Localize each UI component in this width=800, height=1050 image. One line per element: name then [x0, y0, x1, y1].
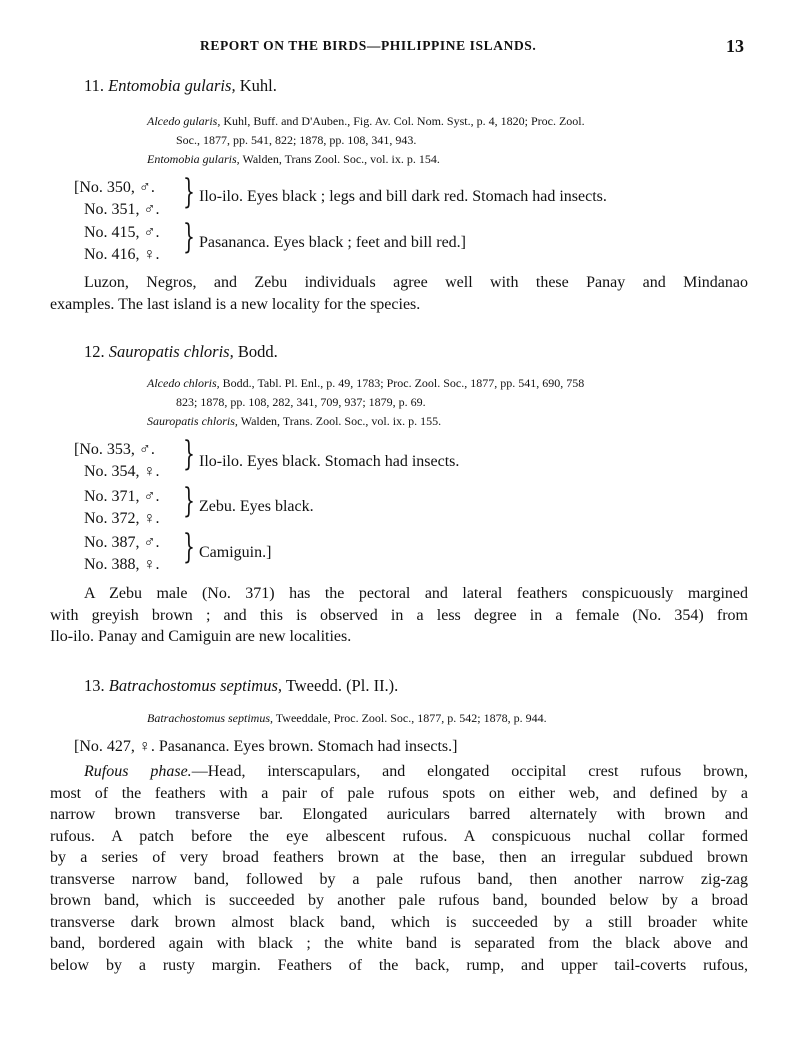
brace: } [183, 434, 195, 474]
species-author: Kuhl. [239, 76, 277, 95]
specimen-label: No. 388, ♀. [84, 556, 160, 573]
brace: } [183, 217, 195, 257]
specimen-label: No. 416, ♀. [84, 246, 160, 263]
brace: } [183, 172, 195, 212]
specimen-label: No. 372, ♀. [84, 510, 160, 527]
specimen-label: No. 387, ♂. [84, 534, 160, 551]
species-11-title [84, 76, 277, 96]
synonym-continuation: Soc., 1877, pp. 541, 822; 1878, pp. 108, 341, 943. [176, 133, 417, 147]
specimen-label: [No. 350, ♂. [74, 179, 155, 196]
species-number: 13. [84, 676, 105, 695]
species-name: Sauropatis chloris, [108, 342, 234, 361]
specimen-label: No. 371, ♂. [84, 488, 160, 505]
synonym-line: Alcedo gularis, Kuhl, Buff. and D'Auben., Fig. Av. Col. Nom. Syst., p. 4, 1820; Proc. Zool. [147, 114, 585, 128]
page-header [0, 36, 800, 58]
paragraph: Luzon, Negros, and Zebu individuals agree well with these Panay and Mindanao examples. The last island is a new locality for the species. [50, 274, 748, 313]
synonym-line: Sauropatis chloris, Walden, Trans. Zool. Soc., vol. ix. p. 155. [147, 414, 442, 428]
specimen-line: [No. 427, ♀. Pasananca. Eyes brown. Stomach had insects.] [74, 738, 458, 755]
specimen-note: Ilo-ilo. Eyes black. Stomach had insects. [199, 453, 460, 470]
page-number: 13 [726, 36, 744, 56]
species-number: 12. [84, 342, 105, 361]
synonym-line: Entomobia gularis, Walden, Trans Zool. Soc., vol. ix. p. 154. [147, 152, 440, 166]
specimen-note: Pasananca. Eyes black ; feet and bill red.] [199, 234, 466, 251]
synonym-line: Alcedo chloris, Bodd., Tabl. Pl. Enl., p. 49, 1783; Proc. Zool. Soc., 1877, pp. 541, 690, 758 [147, 376, 585, 390]
specimen-label: No. 415, ♂. [84, 224, 160, 241]
species-number: 11. [84, 76, 105, 95]
running-title: REPORT ON THE BIRDS—PHILIPPINE ISLANDS. [200, 38, 537, 53]
specimen-note: Camiguin.] [199, 544, 272, 561]
brace: } [183, 481, 195, 521]
specimen-label: [No. 353, ♂. [74, 441, 155, 458]
description-paragraph: Rufous phase.—Head, interscapulars, and elongated occipital crest rufous brown, most of the feathers with a pair of pale rufous spots on either web, and defined by a narrow brown transverse bar. Elongated auriculars barred alternately with brown and rufous. A patch before the eye albescent rufous. A conspicuous nuchal collar formed by a series of very broad feathers brown at the base, then an irregular subdued brown transverse narrow band, followed by a pale rufous band, then another narrow zig-zag brown band, which is succeeded by another pale rufous band, bounded below by a broad transverse dark brown almost black band, which is succeeded by a still broader white band, bordered again with black ; the white band is separated from the black above and below by a rusty margin. Feathers of the back, rump, and upper tail-coverts rufous, [50, 763, 748, 974]
specimen-note: Ilo-ilo. Eyes black ; legs and bill dark red. Stomach had insects. [199, 188, 607, 205]
species-13-title [84, 676, 398, 696]
synonym-line: Batrachostomus septimus, Tweeddale, Proc. Zool. Soc., 1877, p. 542; 1878, p. 944. [147, 711, 547, 725]
specimen-label: No. 351, ♂. [84, 201, 160, 218]
species-12-title [84, 342, 278, 362]
phase-label: Rufous phase. [84, 763, 192, 780]
brace: } [183, 527, 195, 567]
synonym-continuation: 823; 1878, pp. 108, 282, 341, 709, 937; 1879, p. 69. [176, 395, 426, 409]
species-name: Entomobia gularis, [108, 76, 236, 95]
specimen-label: No. 354, ♀. [84, 463, 160, 480]
species-author: Bodd. [237, 342, 278, 361]
species-author: Tweedd. (Pl. II.). [285, 676, 399, 695]
species-name: Batrachostomus septimus, [108, 676, 282, 695]
paragraph: A Zebu male (No. 371) has the pectoral and lateral feathers conspicuously margined with greyish brown ; and this is observed in a less degree in a female (No. 354) from Ilo-ilo. Panay and Camiguin are new localities. [50, 585, 748, 645]
specimen-note: Zebu. Eyes black. [199, 498, 314, 515]
